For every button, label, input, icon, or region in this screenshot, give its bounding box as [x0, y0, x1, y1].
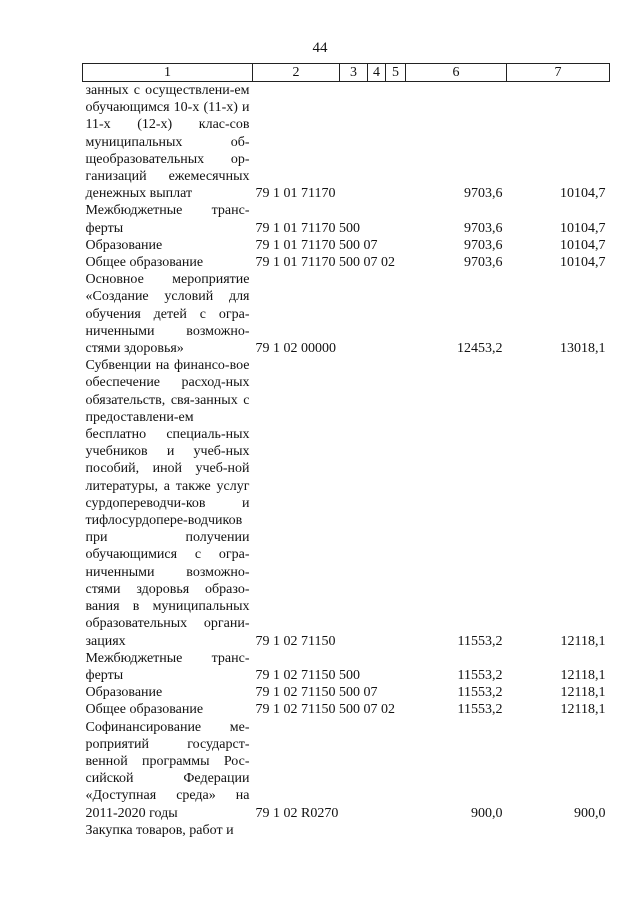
row-code: 79 1 02 00000	[255, 341, 336, 357]
row-value-col6	[406, 822, 507, 839]
column-header: 1	[83, 64, 253, 82]
table-body	[83, 82, 610, 839]
row-value-col6: 9703,6	[464, 186, 503, 202]
row-code: 79 1 02 71150 500 07	[255, 685, 378, 701]
table-row	[83, 254, 610, 271]
row-code: 79 1 01 71170 500 07	[255, 237, 378, 253]
row-value-col7: 12118,1	[560, 633, 606, 649]
row-name: Общее образование	[85, 702, 204, 718]
column-header: 4	[368, 64, 386, 82]
row-value-col6: 11553,2	[457, 702, 503, 718]
row-code: 79 1 02 R0270	[255, 805, 339, 821]
row-value-col7: 10104,7	[560, 186, 606, 202]
row-value-col7: 10104,7	[560, 237, 606, 253]
table-row	[83, 357, 610, 649]
row-name: Софинансирование ме-роприятий государст-венной программы Рос-сийской Федерации «Доступная среда» на 2011-2020 годы	[85, 719, 250, 821]
row-value-col7: 13018,1	[560, 341, 606, 357]
row-value-col6: 9703,6	[464, 220, 503, 236]
row-value-col7: 10104,7	[560, 255, 606, 271]
row-value-col7: 900,0	[574, 805, 606, 821]
column-header: 2	[253, 64, 340, 82]
table-row	[83, 271, 610, 357]
row-name: Субвенции на финансо-вое обеспечение расход-ных обязательств, свя-занных с предоставлени-ем бесплатно специаль-ных учебников и учеб-ных пособий, иной учеб-ной литературы, а также услуг сурдопереводчи-ков и тифлосурдопере-водчиков при получении обучающимися с огра-ниченными возможно-стями здоровья образо-вания в муниципальных образовательных органи-зациях	[85, 358, 250, 649]
row-name: Закупка товаров, работ и	[85, 822, 234, 838]
row-value-col7: 12118,1	[560, 685, 606, 701]
table-row	[83, 237, 610, 254]
row-name: Основное мероприятие «Создание условий для обучения детей с огра-ниченными возможно-стями здоровья»	[85, 272, 250, 357]
row-code: 79 1 01 71170 500 07 02	[255, 255, 395, 271]
row-name: Межбюджетные транс-ферты	[85, 203, 250, 236]
table-row	[83, 202, 610, 236]
page-number: 44	[312, 40, 328, 56]
row-code: 79 1 01 71170 500	[255, 220, 360, 236]
row-name: Образование	[85, 685, 163, 701]
row-value-col6: 12453,2	[457, 341, 503, 357]
row-value-col7: 12118,1	[560, 702, 606, 718]
row-value-col6: 11553,2	[457, 685, 503, 701]
table-row	[83, 701, 610, 718]
row-value-col7	[507, 822, 610, 839]
row-value-col6: 9703,6	[464, 237, 503, 253]
row-code: 79 1 01 71170	[255, 186, 336, 202]
row-value-col6: 11553,2	[457, 633, 503, 649]
row-code: 79 1 02 71150	[255, 633, 336, 649]
row-code: 79 1 02 71150 500 07 02	[255, 702, 395, 718]
table-row	[83, 82, 610, 203]
column-header: 7	[507, 64, 610, 82]
column-header: 5	[386, 64, 406, 82]
row-value-col6: 900,0	[471, 805, 503, 821]
row-name: Межбюджетные транс-ферты	[85, 650, 250, 683]
table-row	[83, 822, 610, 839]
row-value-col7: 10104,7	[560, 220, 606, 236]
row-value-col6: 9703,6	[464, 255, 503, 271]
column-header: 3	[340, 64, 368, 82]
table-row	[83, 650, 610, 684]
row-code	[253, 822, 406, 839]
column-number-header	[83, 64, 610, 82]
row-name: Общее образование	[85, 255, 204, 271]
row-value-col6: 11553,2	[457, 667, 503, 683]
budget-table	[82, 63, 610, 839]
table-row	[83, 719, 610, 822]
row-name: Образование	[85, 237, 163, 253]
row-code: 79 1 02 71150 500	[255, 667, 360, 683]
row-name: занных с осуществлени-ем обучающимся 10-х (11-х) и 11-х (12-х) клас-сов муниципальных об-щеобразовательных ор-ганизаций ежемесячных денежных выплат	[85, 83, 250, 202]
table-row	[83, 684, 610, 701]
column-header: 6	[406, 64, 507, 82]
row-value-col7: 12118,1	[560, 667, 606, 683]
